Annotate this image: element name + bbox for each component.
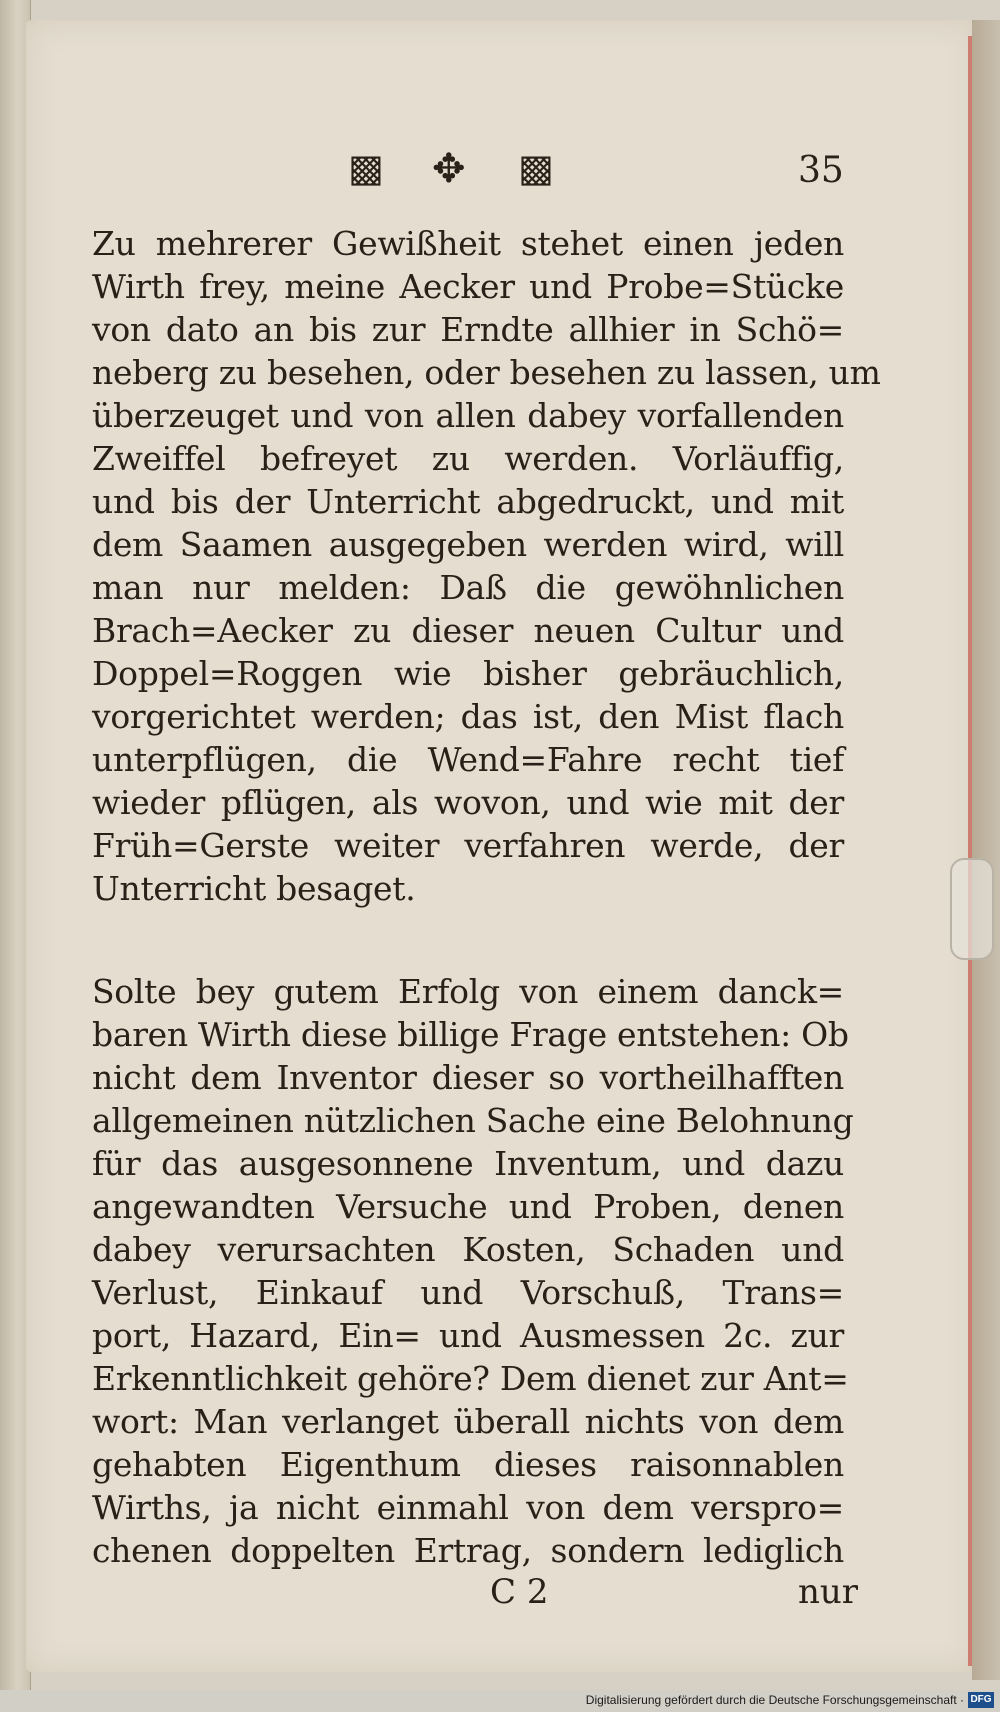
text-line: neberg zu besehen, oder besehen zu lassen, um bbox=[92, 353, 881, 392]
text-line: nicht dem Inventor dieser so vortheilhafften bbox=[92, 1058, 844, 1097]
text-line: von dato an bis zur Erndte allhier in Schö= bbox=[92, 310, 844, 349]
text-line: Unterricht besaget. bbox=[92, 869, 416, 908]
text-line: chenen doppelten Ertrag, sondern lediglich bbox=[92, 1531, 844, 1570]
text-line: wieder pflügen, als wovon, und wie mit der bbox=[92, 783, 844, 822]
text-line: angewandten Versuche und Proben, denen bbox=[92, 1187, 844, 1226]
text-line: Zu mehrerer Gewißheit stehet einen jeden bbox=[92, 224, 844, 263]
text-line: Verlust, Einkauf und Vorschuß, Trans= bbox=[92, 1273, 844, 1312]
text-line: für das ausgesonnene Inventum, und dazu bbox=[92, 1144, 844, 1183]
text-line: dabey verursachten Kosten, Schaden und bbox=[92, 1230, 844, 1269]
text-line: und bis der Unterricht abgedruckt, und mit bbox=[92, 482, 844, 521]
body-text bbox=[92, 222, 881, 1572]
text-line: port, Hazard, Ein= und Ausmessen 2c. zur bbox=[92, 1316, 844, 1355]
text-line: baren Wirth diese billige Frage entstehen: Ob bbox=[92, 1015, 849, 1054]
digitization-footer bbox=[0, 1690, 1000, 1712]
text-line: wort: Man verlanget überall nichts von dem bbox=[92, 1402, 844, 1441]
book-cover-edge bbox=[972, 20, 1000, 1680]
ornament-middle-icon: ✥ bbox=[432, 146, 466, 192]
funding-credit: Digitalisierung gefördert durch die Deutsche Forschungsgemeinschaft · bbox=[585, 1693, 964, 1707]
dfg-logo-icon: DFG bbox=[968, 1692, 994, 1708]
text-line: allgemeinen nützlichen Sache eine Belohnung bbox=[92, 1101, 854, 1140]
page-clip bbox=[950, 858, 994, 960]
text-line: Erkenntlichkeit gehöre? Dem dienet zur Ant= bbox=[92, 1359, 849, 1398]
text-line: Doppel=Roggen wie bisher gebräuchlich, bbox=[92, 654, 844, 693]
text-line: dem Saamen ausgegeben werden wird, will bbox=[92, 525, 844, 564]
text-line: vorgerichtet werden; das ist, den Mist flach bbox=[92, 697, 844, 736]
text-line: unterpflügen, die Wend=Fahre recht tief bbox=[92, 740, 844, 779]
text-line: Zweiffel befreyet zu werden. Vorläuffig, bbox=[92, 439, 844, 478]
text-line: Solte bey gutem Erfolg von einem danck= bbox=[92, 972, 844, 1011]
ornament-right-icon: ▩ bbox=[518, 146, 554, 190]
page-header bbox=[0, 146, 1000, 196]
paragraph-2 bbox=[92, 970, 854, 1572]
catchword: nur bbox=[798, 1572, 859, 1612]
text-line: man nur melden: Daß die gewöhnlichen bbox=[92, 568, 844, 607]
paragraph-gap bbox=[92, 910, 844, 970]
text-line: Früh=Gerste weiter verfahren werde, der bbox=[92, 826, 844, 865]
text-line: gehabten Eigenthum dieses raisonnablen bbox=[92, 1445, 844, 1484]
page-number: 35 bbox=[798, 150, 844, 191]
ornament-left-icon: ▩ bbox=[348, 146, 384, 190]
signature-mark: C 2 bbox=[490, 1572, 549, 1612]
text-line: überzeuget und von allen dabey vorfallenden bbox=[92, 396, 844, 435]
text-line: Wirth frey, meine Aecker und Probe=Stücke bbox=[92, 267, 844, 306]
text-line: Brach=Aecker zu dieser neuen Cultur und bbox=[92, 611, 844, 650]
text-line: Wirths, ja nicht einmahl von dem verspro= bbox=[92, 1488, 844, 1527]
paragraph-1 bbox=[92, 222, 881, 910]
